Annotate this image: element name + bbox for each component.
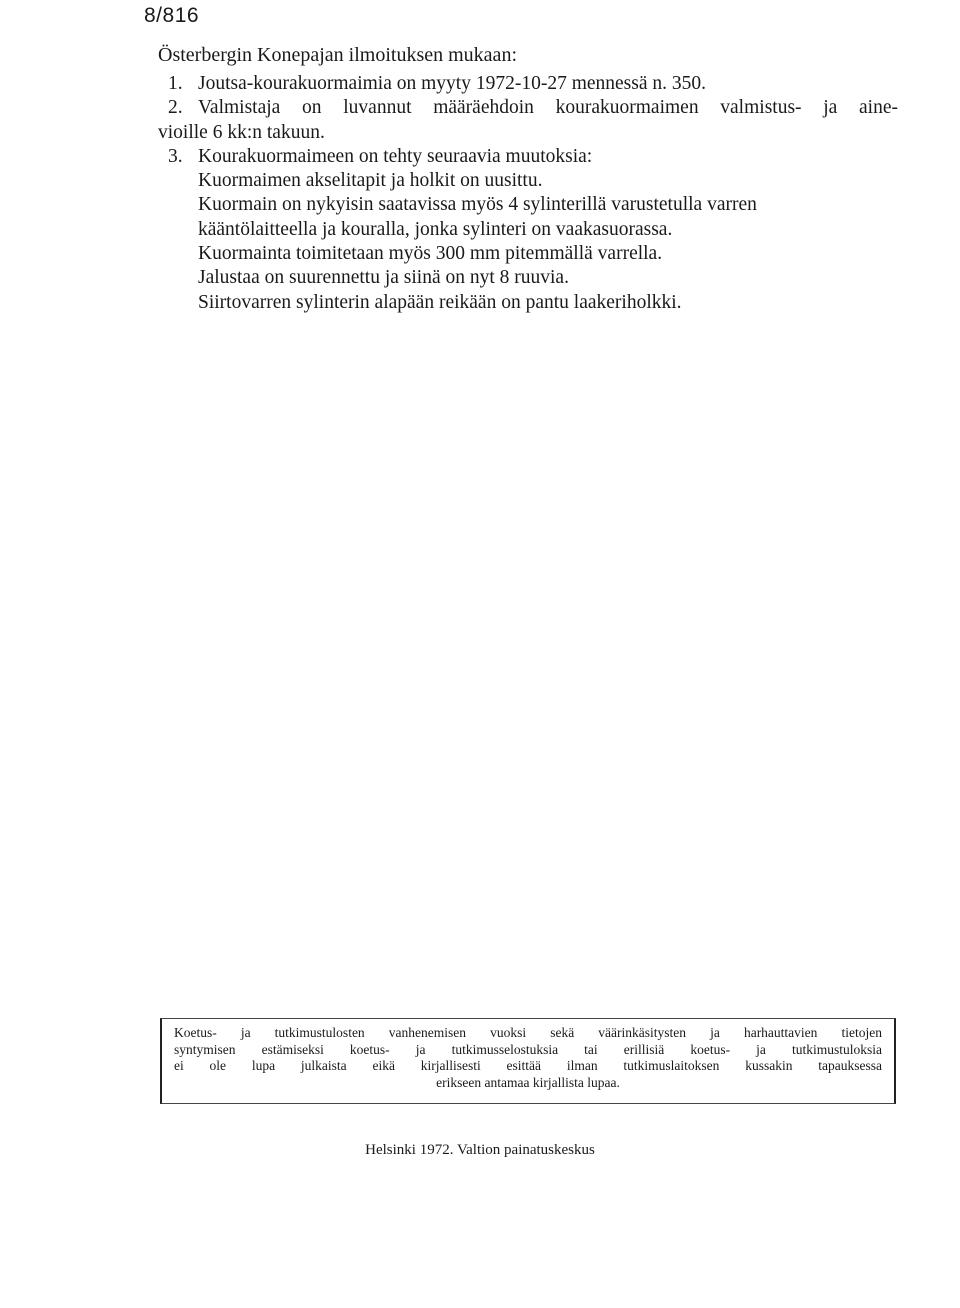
list-item-3-line-7: Siirtovarren sylinterin alapään reikään on pantu laakeriholkki.	[198, 291, 682, 313]
list-item-3-line-4: kääntölaitteella ja kouralla, jonka sylinteri on vaakasuorassa.	[198, 218, 673, 240]
list-item-2-line-1	[158, 96, 898, 120]
list-item-2-line-2: vioille 6 kk:n takuun.	[158, 121, 325, 143]
list-item-3-line-6: Jalustaa on suurennettu ja siinä on nyt 8 ruuvia.	[198, 267, 569, 289]
numbered-list	[158, 72, 898, 315]
list-item-number: 3.	[168, 145, 183, 167]
list-item-text: Joutsa-kourakuormaimia on myyty 1972-10-27 mennessä n. 350.	[198, 73, 706, 94]
list-item-3-line-1	[158, 145, 898, 169]
legal-notice-line: Koetus- ja tutkimustulosten vanhenemisen vuoksi sekä väärinkäsitysten ja harhauttavien tietojen	[174, 1025, 882, 1040]
legal-notice-line: ei ole lupa julkaista eikä kirjallisesti esittää ilman tutkimuslaitoksen kussakin tapauksessa	[174, 1058, 882, 1073]
list-item-text: Valmistaja on luvannut määräehdoin kourakuormaimen valmistus- ja aine-	[198, 97, 898, 119]
list-item-text: Kourakuormaimeen on tehty seuraavia muutoksia:	[198, 145, 593, 167]
page-number: 8/816	[144, 4, 200, 27]
list-item-3-line-3: Kuormain on nykyisin saatavissa myös 4 sylinterillä varustetulla varren	[198, 194, 757, 216]
list-item-1-line-1	[158, 72, 898, 96]
legal-notice-line: erikseen antamaa kirjallista lupaa.	[436, 1074, 620, 1090]
legal-notice-line: syntymisen estämiseksi koetus- ja tutkimusselostuksia tai erillisiä koetus- ja tutkimustuloksia	[174, 1041, 882, 1057]
legal-notice-box	[160, 1018, 896, 1104]
section-heading: Österbergin Konepajan ilmoituksen mukaan:	[158, 44, 517, 66]
list-item-3-line-5: Kuormainta toimitetaan myös 300 mm pitemmällä varrella.	[198, 243, 663, 265]
list-item-3-line-2: Kuormaimen akselitapit ja holkit on uusittu.	[198, 170, 543, 192]
publisher-footer: Helsinki 1972. Valtion painatuskeskus	[365, 1142, 595, 1158]
list-item-number: 1.	[168, 73, 183, 94]
list-item-number: 2.	[168, 97, 183, 119]
